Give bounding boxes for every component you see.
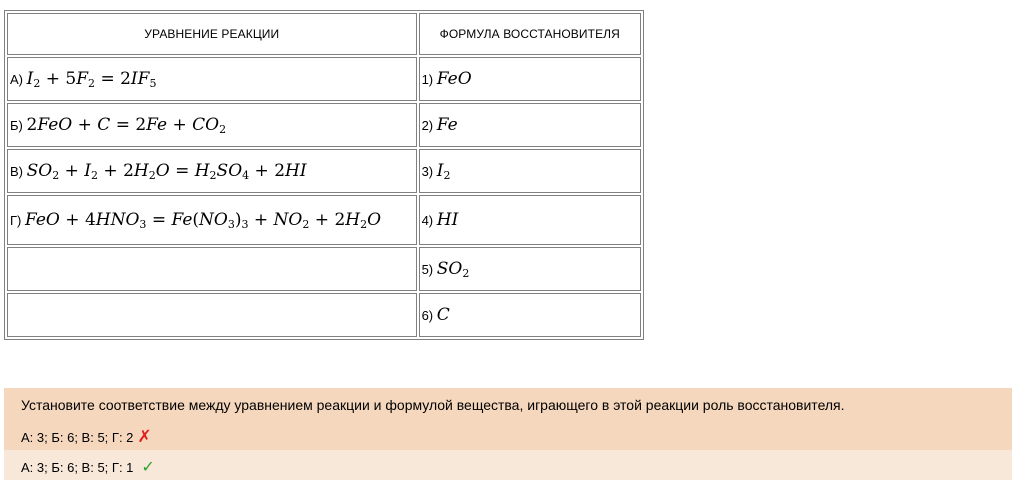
correct-answer-text: А: 3; Б: 6; В: 5; Г: 1 [21, 460, 134, 475]
option-cell-1 [419, 57, 641, 101]
option-prefix-1: 1) [421, 72, 434, 87]
reaction-cell-g [7, 195, 417, 245]
reaction-cell-a [7, 57, 417, 101]
header-reducer-formula: ФОРМУЛА ВОССТАНОВИТЕЛЯ [419, 13, 641, 55]
reaction-prefix-g: Г) [10, 213, 22, 228]
option-cell-6 [419, 293, 641, 337]
option-formula-2: Fe [436, 115, 458, 135]
reaction-equation-v: $SO_2 + I_2 + 2H_2O = H_2SO_4 + 2HI$ [26, 161, 307, 182]
question-text: Установите соответствие между уравнением реакции и формулой вещества, играющего в этой реакции роль восстановителя. [21, 397, 845, 413]
option-formula-4: HI [436, 210, 459, 230]
option-prefix-4: 4) [421, 213, 434, 228]
option-cell-3 [419, 149, 641, 193]
reaction-prefix-v: В) [10, 164, 23, 179]
reaction-cell-v [7, 149, 417, 193]
user-answer-text: А: 3; Б: 6; В: 5; Г: 2 [21, 430, 134, 445]
wrong-cross-icon: ✗ [137, 427, 152, 446]
task-panel [4, 388, 1012, 480]
option-formula-6: C [436, 305, 450, 325]
option-formula-5: $SO_2$ [436, 259, 470, 280]
reaction-equation-b: $2FeO + C = 2Fe + CO_2$ [26, 115, 227, 136]
option-prefix-2: 2) [421, 118, 434, 133]
reaction-prefix-b: Б) [10, 118, 23, 133]
empty-cell [7, 293, 417, 337]
empty-cell [7, 247, 417, 291]
matching-table [4, 10, 644, 340]
option-cell-5 [419, 247, 641, 291]
option-cell-2 [419, 103, 641, 147]
correct-check-icon: ✓ [141, 459, 155, 476]
reaction-cell-b [7, 103, 417, 147]
option-formula-3: $I_2$ [436, 161, 451, 182]
header-reaction-equation: УРАВНЕНИЕ РЕАКЦИИ [7, 13, 417, 55]
option-formula-1: FeO [436, 69, 472, 89]
question-block [4, 388, 1012, 450]
reaction-equation-g: FeO + $4HNO_3 = Fe(NO_3)_3 + NO_2 + 2H_2O$ [25, 210, 382, 231]
user-answer-line [21, 427, 1012, 447]
reaction-equation-a: $I_2 + 5F_2 = 2IF_5$ [26, 69, 157, 90]
reaction-prefix-a: А) [10, 72, 23, 87]
option-prefix-3: 3) [421, 164, 434, 179]
correct-answer-block [4, 450, 1012, 480]
option-prefix-6: 6) [421, 308, 434, 323]
option-cell-4 [419, 195, 641, 245]
option-prefix-5: 5) [421, 262, 434, 277]
